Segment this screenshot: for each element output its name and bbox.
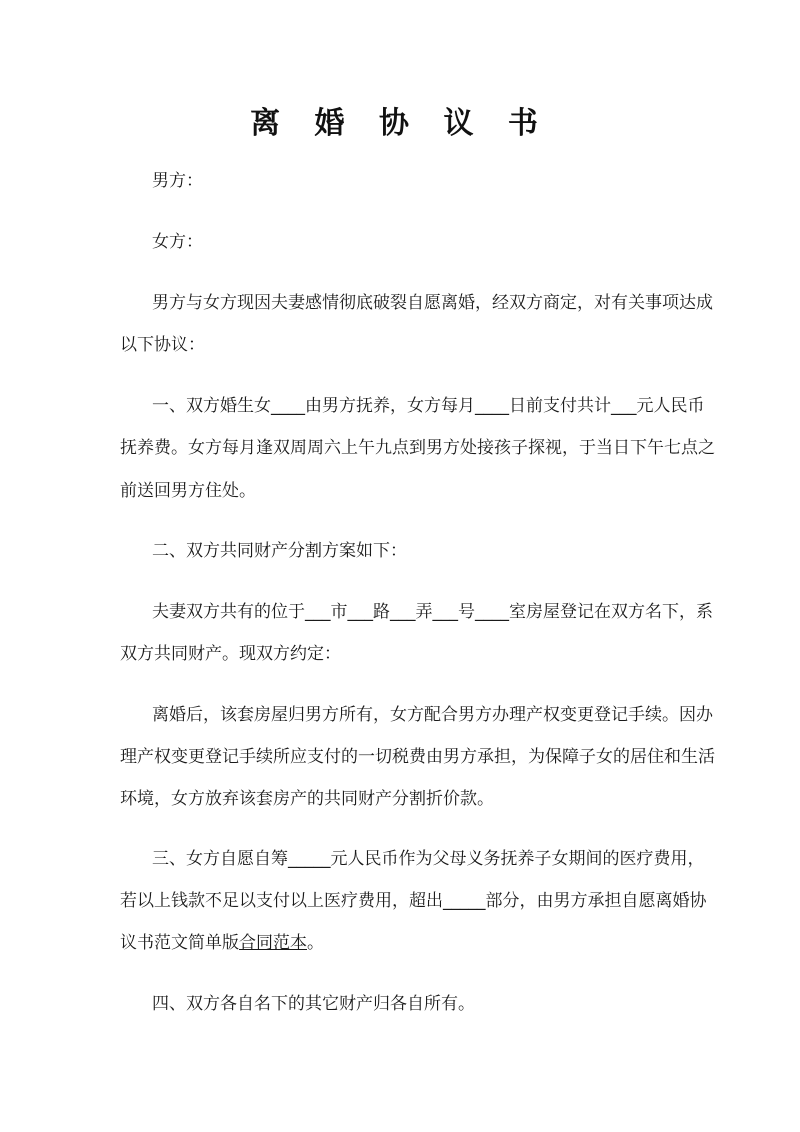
clause3-line-3-text: 议书范文简单版 — [120, 933, 239, 953]
clause3-line-2: 若以上钱款不足以支付以上医疗费用，超出_____部分，由男方承担自愿离婚协 — [120, 891, 707, 911]
clause1-line-2: 抚养费。女方每月逢双周周六上午九点到男方处接孩子探视，于当日下午七点之 — [120, 438, 715, 458]
female-party-label: 女方： — [152, 232, 203, 252]
clause3-line-3 — [120, 932, 324, 954]
intro-line-1: 男方与女方现因夫妻感情彻底破裂自愿离婚，经双方商定，对有关事项达成 — [152, 293, 713, 313]
property-line-2: 双方共同财产。现双方约定： — [120, 644, 341, 664]
after-divorce-line-3: 环境，女方放弃该套房产的共同财产分割折价款。 — [120, 789, 494, 809]
after-divorce-line-1: 离婚后，该套房屋归男方所有，女方配合男方办理产权变更登记手续。因办 — [152, 705, 713, 725]
clause2-heading: 二、双方共同财产分割方案如下： — [152, 541, 407, 561]
contract-template-link[interactable]: 合同范本 — [239, 933, 307, 953]
property-line-1: 夫妻双方共有的位于___市___路___弄___号____室房屋登记在双方名下，系 — [152, 602, 713, 622]
document-title: 离 婚 协 议 书 — [250, 106, 550, 141]
after-divorce-line-2: 理产权变更登记手续所应支付的一切税费由男方承担，为保障子女的居住和生活 — [120, 747, 715, 767]
clause1-line-3: 前送回男方住处。 — [120, 481, 256, 501]
clause4: 四、双方各自名下的其它财产归各自所有。 — [152, 994, 475, 1014]
intro-line-2: 以下协议： — [120, 335, 205, 355]
clause3-line-1: 三、女方自愿自筹_____元人民币作为父母义务抚养子女期间的医疗费用， — [152, 849, 705, 869]
clause3-line-3-end: 。 — [307, 933, 324, 953]
clause1-line-1: 一、双方婚生女____由男方抚养，女方每月____日前支付共计___元人民币 — [152, 396, 705, 416]
male-party-label: 男方： — [152, 171, 203, 191]
